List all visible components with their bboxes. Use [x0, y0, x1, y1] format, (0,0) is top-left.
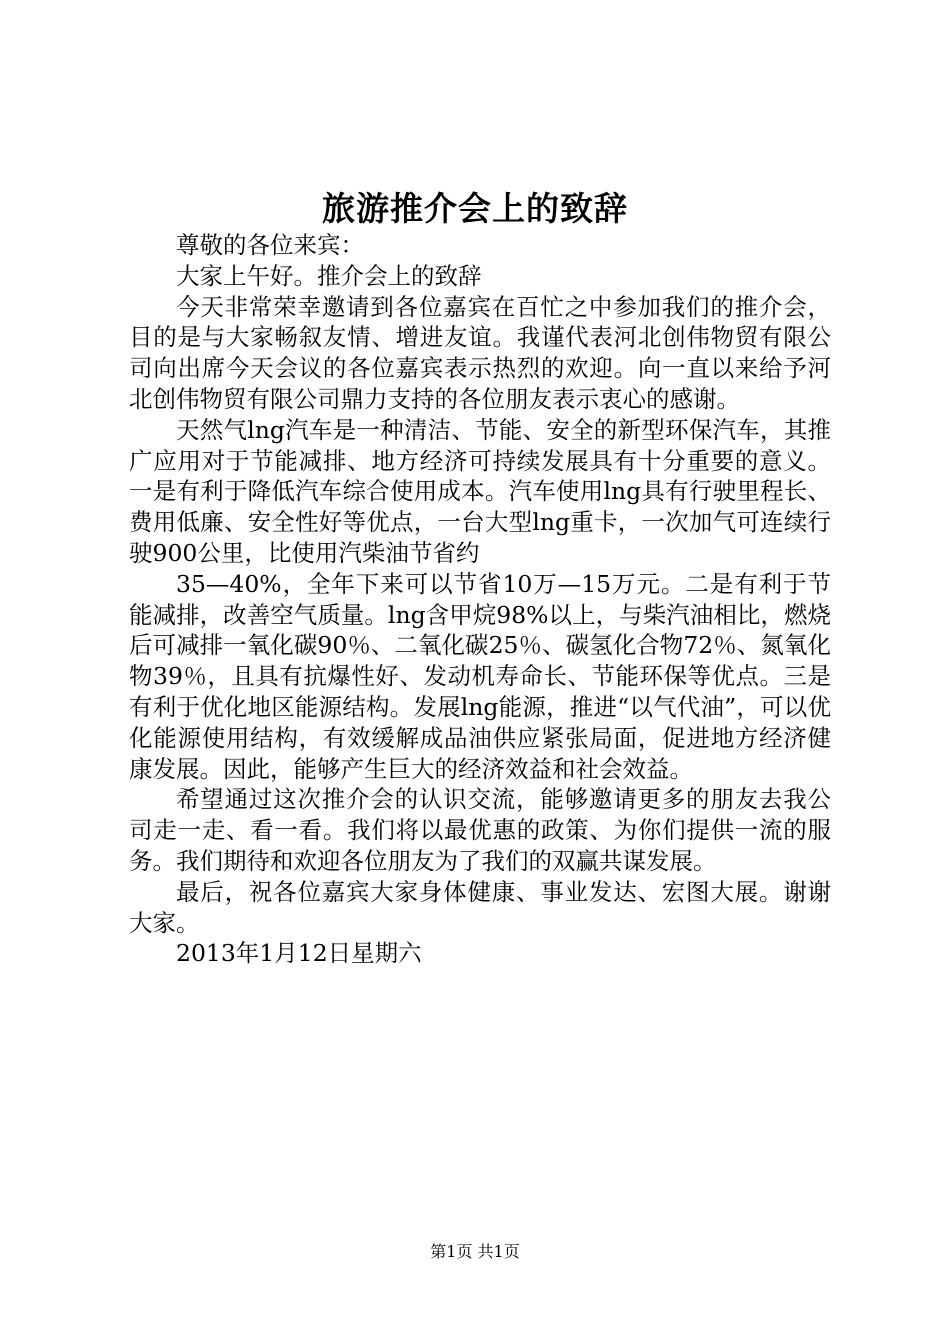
paragraph-lng-intro: 天然气lng汽车是一种清洁、节能、安全的新型环保汽车，其推广应用对于节能减排、地方经济可持续发展具有十分重要的意义。一是有利于降低汽车综合使用成本。汽车使用lng具有行驶里程长、费用低廉、安全性好等优点，一台大型lng重卡，一次加气可连续行驶900公里，比使用汽柴油节省约	[129, 415, 831, 567]
paragraph-closing: 最后，祝各位嘉宾大家身体健康、事业发达、宏图大展。谢谢大家。	[129, 877, 831, 937]
paragraph-hope: 希望通过这次推介会的认识交流，能够邀请更多的朋友去我公司走一走、看一看。我们将以最优惠的政策、为你们提供一流的服务。我们期待和欢迎各位朋友为了我们的双赢共谋发展。	[129, 785, 831, 875]
document-title: 旅游推介会上的致辞	[322, 189, 628, 228]
page-footer: 第1页 共1页	[430, 1242, 520, 1261]
paragraph-salutation: 尊敬的各位来宾：	[176, 231, 364, 259]
paragraph-greeting: 大家上午好。推介会上的致辞	[176, 261, 482, 290]
paragraph-lng-benefits: 35—40%，全年下来可以节省10万—15万元。二是有利于节能减排，改善空气质量。lng含甲烷98%以上，与柴汽油相比，燃烧后可减排一氧化碳90％、二氧化碳25％、碳氢化合物72％、氮氧化物39％，且具有抗爆性好、发动机寿命长、节能环保等优点。三是有利于优化地区能源结构。发展lng能源，推进“以气代油”，可以优化能源使用结构，有效缓解成品油供应紧张局面，促进地方经济健康发展。因此，能够产生巨大的经济效益和社会效益。	[129, 569, 831, 783]
paragraph-date: 2013年1月12日星期六	[176, 939, 422, 968]
paragraph-welcome: 今天非常荣幸邀请到各位嘉宾在百忙之中参加我们的推介会，目的是与大家畅叙友情、增进友谊。我谨代表河北创伟物贸有限公司向出席今天会议的各位嘉宾表示热烈的欢迎。向一直以来给予河北创伟物贸有限公司鼎力支持的各位朋友表示衷心的感谢。	[129, 292, 831, 413]
document-body	[129, 230, 831, 969]
